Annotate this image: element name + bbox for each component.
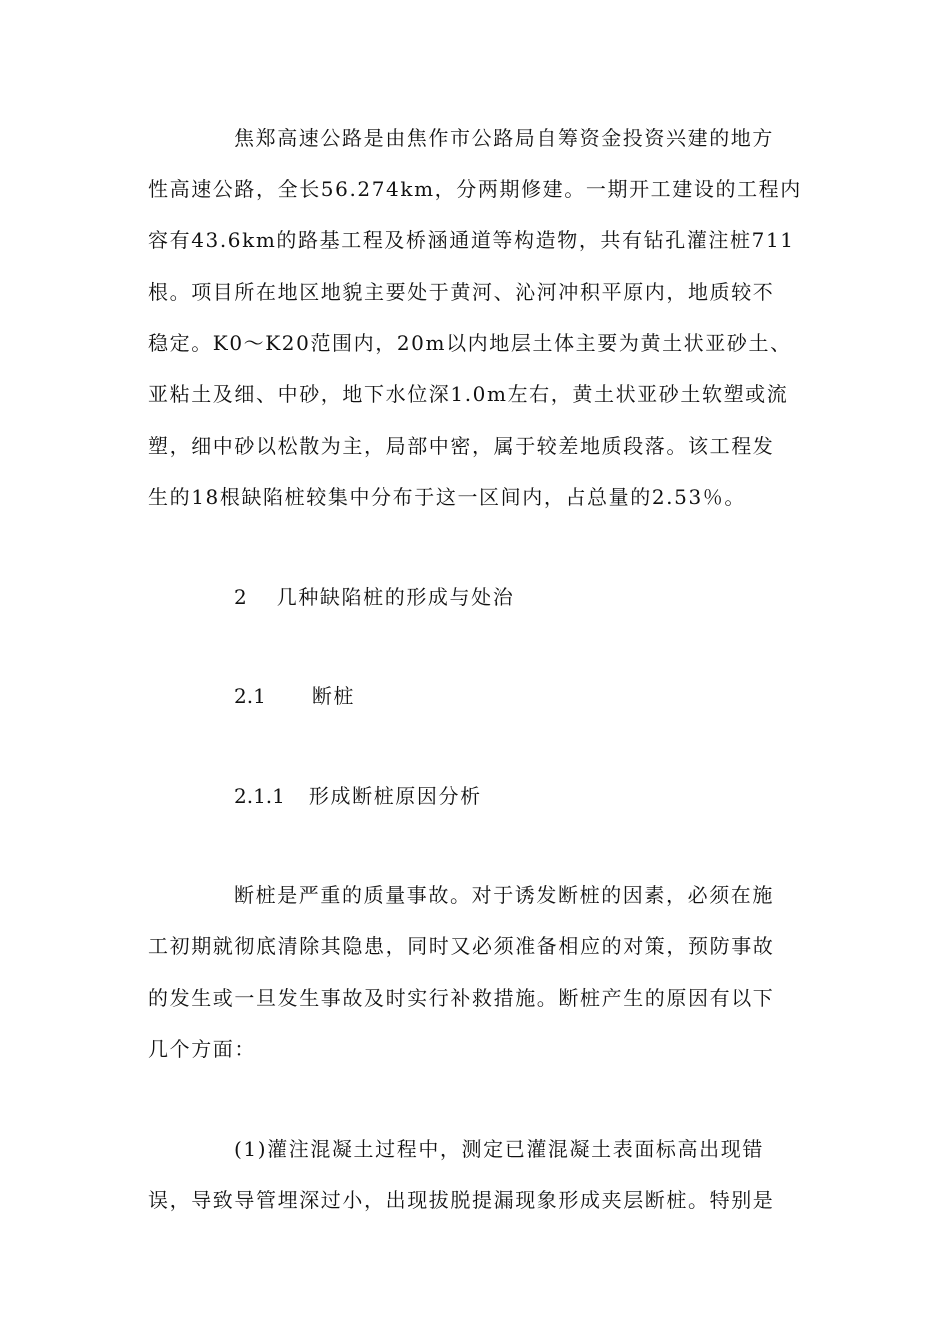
paragraph-1-line-6: 亚粘土及细、中砂，地下水位深1.0m左右，黄土状亚砂土软塑或流 [148, 382, 789, 406]
paragraph-2-line-1: 断桩是严重的质量事故。对于诱发断桩的因素，必须在施 [234, 883, 774, 907]
paragraph-1-line-5: 稳定。K0～K20范围内，20m以内地层土体主要为黄土状亚砂土、 [148, 331, 792, 355]
section-number: 2 [234, 585, 247, 609]
section-heading-2 [234, 583, 514, 611]
section-number: 2.1 [234, 684, 266, 708]
paragraph-2-line-4: 几个方面： [148, 1037, 256, 1061]
paragraph-1-line-8: 生的18根缺陷桩较集中分布于这一区间内，占总量的2.53％。 [148, 485, 746, 509]
section-title: 断桩 [311, 684, 356, 708]
paragraph-2-line-3: 的发生或一旦发生事故及时实行补救措施。断桩产生的原因有以下 [148, 986, 775, 1010]
paragraph-1-line-1: 焦郑高速公路是由焦作市公路局自筹资金投资兴建的地方 [234, 126, 774, 150]
paragraph-2-line-2: 工初期就彻底清除其隐患，同时又必须准备相应的对策，预防事故 [148, 934, 775, 958]
section-heading-2-1-1 [234, 782, 482, 810]
paragraph-3-line-2: 误，导致导管埋深过小，出现拔脱提漏现象形成夹层断桩。特别是 [148, 1188, 775, 1212]
paragraph-1-line-3: 容有43.6km的路基工程及桥涵通道等构造物，共有钻孔灌注桩711 [148, 228, 795, 252]
section-title: 几种缺陷桩的形成与处治 [276, 585, 515, 609]
paragraph-1-line-4: 根。项目所在地区地貌主要处于黄河、沁河冲积平原内，地质较不 [148, 280, 775, 304]
section-heading-2-1 [234, 682, 355, 710]
paragraph-1-line-2: 性高速公路，全长56.274km，分两期修建。一期开工建设的工程内 [148, 177, 802, 201]
section-title: 形成断桩原因分析 [308, 784, 482, 808]
paragraph-3-line-1: (1)灌注混凝土过程中，测定已灌混凝土表面标高出现错 [234, 1137, 764, 1161]
section-number: 2.1.1 [234, 784, 285, 808]
paragraph-1-line-7: 塑，细中砂以松散为主，局部中密，属于较差地质段落。该工程发 [148, 434, 775, 458]
